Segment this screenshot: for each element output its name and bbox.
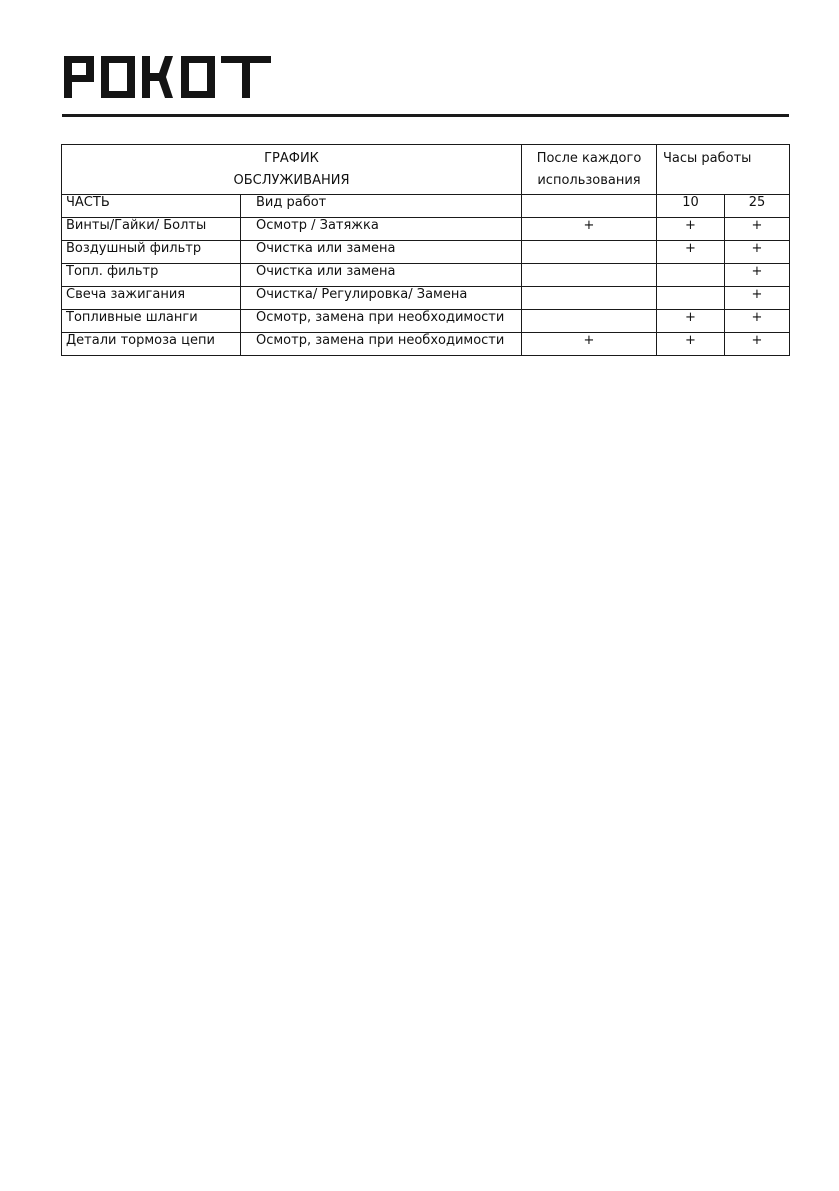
hours-25-cell: + <box>725 264 790 287</box>
after-each-use-line2: использования <box>537 173 641 188</box>
work-cell: Осмотр, замена при необходимости <box>241 310 522 333</box>
table-title-line1: ГРАФИК <box>264 151 319 166</box>
maintenance-schedule-table <box>61 144 790 356</box>
brand-logo <box>64 56 274 100</box>
hours-25-cell: + <box>725 287 790 310</box>
table-row <box>62 241 790 264</box>
after-each-use-cell: + <box>522 333 657 356</box>
hours-10-cell: + <box>657 218 725 241</box>
table-row <box>62 264 790 287</box>
part-cell: Топл. фильтр <box>62 264 241 287</box>
hours-10-cell: + <box>657 310 725 333</box>
work-cell: Очистка или замена <box>241 264 522 287</box>
part-cell: Свеча зажигания <box>62 287 241 310</box>
hours-25-cell: + <box>725 310 790 333</box>
hours-25-cell: + <box>725 218 790 241</box>
after-each-use-cell <box>522 287 657 310</box>
header-rule <box>62 114 789 117</box>
after-each-use-cell <box>522 310 657 333</box>
work-cell: Очистка или замена <box>241 241 522 264</box>
table-row <box>62 218 790 241</box>
table-subheader-row <box>62 195 790 218</box>
hours-25-header: 25 <box>725 195 790 218</box>
hours-10-cell <box>657 287 725 310</box>
hours-25-cell: + <box>725 333 790 356</box>
work-header: Вид работ <box>241 195 522 218</box>
table-row <box>62 333 790 356</box>
table-row <box>62 287 790 310</box>
part-cell: Детали тормоза цепи <box>62 333 241 356</box>
after-each-use-cell <box>522 241 657 264</box>
after-each-use-cell <box>522 264 657 287</box>
work-cell: Осмотр / Затяжка <box>241 218 522 241</box>
after-each-use-line1: После каждого <box>536 151 642 166</box>
after-each-use-header <box>522 145 657 195</box>
work-cell: Очистка/ Регулировка/ Замена <box>241 287 522 310</box>
table-title <box>62 145 522 195</box>
part-cell: Топливные шланги <box>62 310 241 333</box>
hours-10-header: 10 <box>657 195 725 218</box>
table-title-line2: ОБСЛУЖИВАНИЯ <box>233 173 350 188</box>
hours-10-cell <box>657 264 725 287</box>
after-each-use-subcell <box>522 195 657 218</box>
part-header: ЧАСТЬ <box>62 195 241 218</box>
work-cell: Осмотр, замена при необходимости <box>241 333 522 356</box>
brand-logo-mark <box>64 56 274 98</box>
table-row <box>62 310 790 333</box>
hours-10-cell: + <box>657 241 725 264</box>
part-cell: Воздушный фильтр <box>62 241 241 264</box>
after-each-use-cell: + <box>522 218 657 241</box>
hours-25-cell: + <box>725 241 790 264</box>
part-cell: Винты/Гайки/ Болты <box>62 218 241 241</box>
hours-10-cell: + <box>657 333 725 356</box>
table-header-row <box>62 145 790 195</box>
hours-header: Часы работы <box>657 145 790 195</box>
